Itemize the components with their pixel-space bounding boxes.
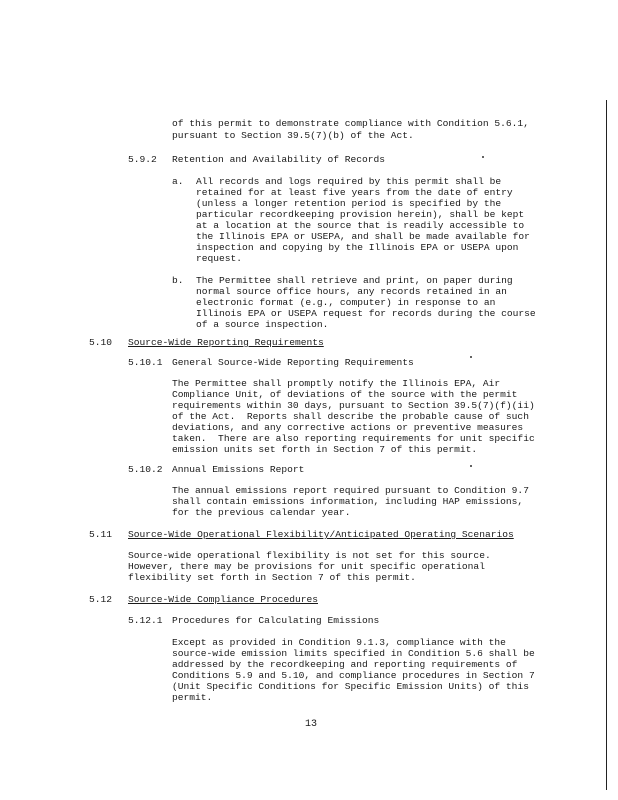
scan-speck xyxy=(470,356,472,358)
text-line: (Unit Specific Conditions for Specific Emission Units) of this xyxy=(172,681,529,692)
text-line: of the Act. Reports shall describe the probable cause of such xyxy=(172,411,529,422)
subsection-heading: General Source-Wide Reporting Requirements xyxy=(172,357,414,368)
section-number: 5.11 xyxy=(89,529,113,540)
page-number: 13 xyxy=(305,719,318,730)
text-line: The Permittee shall promptly notify the Illinois EPA, Air xyxy=(172,378,501,389)
text-line: (unless a longer retention period is specified by the xyxy=(196,198,502,209)
text-line: However, there may be provisions for unit specific operational xyxy=(128,561,485,572)
scan-edge-line xyxy=(606,100,607,790)
text-line: shall contain emissions information, including HAP emissions, xyxy=(172,496,524,507)
section-heading: Retention and Availability of Records xyxy=(172,154,386,165)
section-number: 5.12 xyxy=(89,594,113,605)
text-line: for the previous calendar year. xyxy=(172,507,351,518)
text-line: the Illinois EPA or USEPA, and shall be made available for xyxy=(196,231,530,242)
text-line: source-wide emission limits specified in Condition 5.6 shall be xyxy=(172,648,535,659)
item-label: b. xyxy=(172,275,184,286)
text-line: request. xyxy=(196,253,243,264)
text-line: permit. xyxy=(172,692,213,703)
text-line: at a location at the source that is readily accessible to xyxy=(196,220,525,231)
text-line: particular recordkeeping provision herein), shall be kept xyxy=(196,209,525,220)
text-line: addressed by the recordkeeping and reporting requirements of xyxy=(172,659,518,670)
text-line: Except as provided in Condition 9.1.3, compliance with the xyxy=(172,637,506,648)
text-line: Source-wide operational flexibility is not set for this source. xyxy=(128,550,491,561)
text-line: normal source office hours, any records retained in an xyxy=(196,286,507,297)
text-line: Compliance Unit, of deviations of the source with the permit xyxy=(172,389,518,400)
text-line: The annual emissions report required pursuant to Condition 9.7 xyxy=(172,485,529,496)
item-label: a. xyxy=(172,176,184,187)
subsection-number: 5.10.2 xyxy=(128,464,163,475)
text-line: inspection and copying by the Illinois EPA or USEPA upon xyxy=(196,242,519,253)
text-line: requirements within 30 days, pursuant to Section 39.5(7)(f)(ii) xyxy=(172,400,535,411)
subsection-heading: Procedures for Calculating Emissions xyxy=(172,615,380,626)
text-line: electronic format (e.g., computer) in response to an xyxy=(196,297,496,308)
text-line: of a source inspection. xyxy=(196,319,329,330)
text-line: retained for at least five years from the date of entry xyxy=(196,187,513,198)
section-heading: Source-Wide Operational Flexibility/Anticipated Operating Scenarios xyxy=(128,529,514,540)
text-line: Conditions 5.9 and 5.10, and compliance procedures in Section 7 xyxy=(172,670,535,681)
subsection-number: 5.12.1 xyxy=(128,615,163,626)
intro-line: pursuant to Section 39.5(7)(b) of the Act. xyxy=(172,130,414,141)
text-line: The Permittee shall retrieve and print, on paper during xyxy=(196,275,513,286)
subsection-number: 5.10.1 xyxy=(128,357,163,368)
intro-line: of this permit to demonstrate compliance with Condition 5.6.1, xyxy=(172,118,529,129)
section-heading: Source-Wide Reporting Requirements xyxy=(128,337,324,348)
text-line: taken. There are also reporting requirements for unit specific xyxy=(172,433,535,444)
scan-speck xyxy=(482,156,484,158)
text-line: deviations, and any corrective actions or preventive measures xyxy=(172,422,524,433)
text-line: flexibility set forth in Section 7 of this permit. xyxy=(128,572,416,583)
text-line: emission units set forth in Section 7 of this permit. xyxy=(172,444,478,455)
section-heading: Source-Wide Compliance Procedures xyxy=(128,594,318,605)
section-number: 5.10 xyxy=(89,337,113,348)
text-line: Illinois EPA or USEPA request for records during the course xyxy=(196,308,536,319)
scan-speck xyxy=(470,465,472,467)
subsection-heading: Annual Emissions Report xyxy=(172,464,305,475)
text-line: All records and logs required by this permit shall be xyxy=(196,176,502,187)
section-number: 5.9.2 xyxy=(128,154,157,165)
